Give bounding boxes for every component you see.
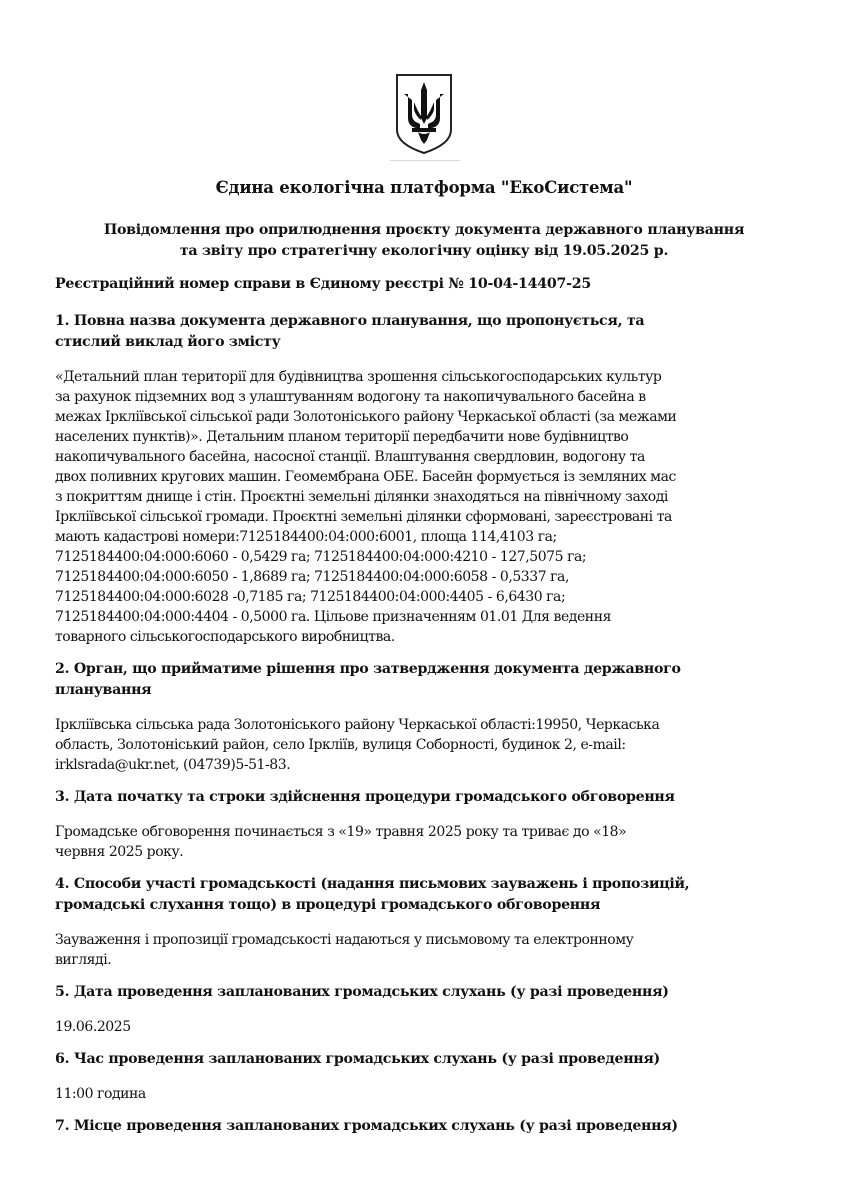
registration-number: Реєстраційний номер справи в Єдиному реєстрі № 10-04-14407-25	[55, 276, 592, 292]
section-heading: 5. Дата проведення запланованих громадських слухань (у разі проведення)	[55, 984, 669, 1000]
platform-title: Єдина екологічна платформа "ЕкоСистема"	[215, 178, 633, 197]
document-content	[55, 274, 800, 1151]
section-heading: 4. Способи участі громадськості (надання письмових зауважень і пропозицій, громадські слухання тощо) в процедурі громадського обговорення	[55, 876, 690, 913]
section-1	[55, 311, 800, 647]
section-body: 19.06.2025	[55, 1019, 131, 1035]
section-4	[55, 874, 800, 970]
section-heading: 3. Дата початку та строки здійснення процедури громадського обговорення	[55, 789, 675, 805]
section-2	[55, 659, 800, 775]
coat-of-arms-icon	[394, 72, 454, 156]
section-heading: 6. Час проведення запланованих громадських слухань (у разі проведення)	[55, 1051, 660, 1067]
section-body: 11:00 година	[55, 1086, 146, 1102]
section-heading: 1. Повна назва документа державного планування, що пропонується, та стислий виклад його змісту	[55, 313, 645, 350]
section-7	[55, 1116, 800, 1137]
section-5	[55, 982, 800, 1037]
divider	[390, 160, 460, 161]
section-6	[55, 1049, 800, 1104]
section-body: «Детальний план території для будівництва зрошення сільськогосподарських культур за рахунок підземних вод з улаштуванням водогону та накопичувального басейна в межах Ірклiївської сільської ради Золотоніського району Черкаської області (за межами населених пунктів)». Детальним планом території передбачити нове будівництво накопичувального басейна, насосної станції. Влаштування свердловин, водогону та двох поливних кругових машин. Геомембрана ОБЕ. Басейн формується із земляних мас з покриттям днище і стін. Проєктні земельні ділянки знаходяться на північному заході Ірклiївської сільської громади. Проєктні земельні ділянки сформовані, зареєстровані та мають кадастрові номери:7125184400:04:000:6001, площа 114,4103 га; 7125184400:04:000:6060 - 0,5429 га; 7125184400:04:000:4210 - 127,5075 га; 7125184400:04:000:6050 - 1,8689 га; 7125184400:04:000:6058 - 0,5337 га, 7125184400:04:000:6028 -0,7185 га; 7125184400:04:000:4405 - 6,6430 га; 7125184400:04:000:4404 - 0,5000 га. Цільове призначенням 01.01 Для ведення товарного сільськогосподарського виробництва.	[55, 369, 677, 645]
notice-subtitle-line: та звіту про стратегічну екологічну оцінку від 19.05.2025 р.	[179, 243, 669, 259]
notice-subtitle	[40, 220, 808, 262]
section-body: Громадське обговорення починається з «19» травня 2025 року та триває до «18» червня 2025 року.	[55, 824, 627, 860]
notice-subtitle-line: Повідомлення про оприлюднення проєкту документа державного планування	[103, 222, 745, 238]
section-heading: 2. Орган, що прийматиме рішення про затвердження документа державного планування	[55, 661, 681, 698]
section-body: Зауваження і пропозиції громадськості надаються у письмовому та електронному вигляді.	[55, 932, 634, 968]
section-3	[55, 787, 800, 862]
section-body: Ірклiївська сільська рада Золотоніського району Черкаської області:19950, Черкаська область, Золотоніський район, село Ірклiїв, вулиця Соборності, будинок 2, e-mail: irklsrada@ukr.net, (04739)5-51-83.	[55, 717, 660, 773]
section-heading: 7. Місце проведення запланованих громадських слухань (у разі проведення)	[55, 1118, 678, 1134]
